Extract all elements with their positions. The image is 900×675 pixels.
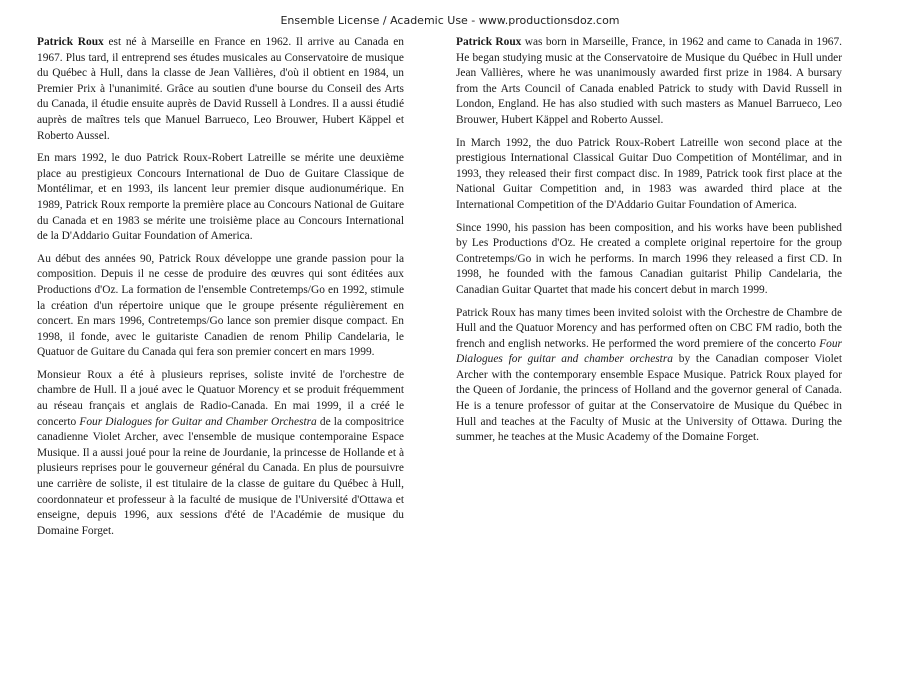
concerto-title: Four Dialogues for guitar and chamber orchestra	[456, 337, 842, 366]
english-p4-text-a: Patrick Roux has many times been invited soloist with the Orchestre de Chambre de Hull and the Quatuor Morency and has performed often on CBC FM radio, both the french and english networks. He performed the word premiere of the concerto	[456, 306, 842, 350]
french-p1-text: est né à Marseille en France en 1962. Il arrive au Canada en 1967. Plus tard, il entreprend ses études musicales au Conservatoire de musique du Québec à Hull, dans la classe de Jean Vallières, d'où il obtient en 1984, un Premier Prix à l'unanimité. Grâce au soutien d'une bourse du Conseil des Arts du Canada, il étudie ensuite auprès de David Russell à Londres. Il a aussi étudié auprès de maîtres tels que Manuel Barrueco, Leo Brouwer, Hubert Käppel et Roberto Aussel.	[37, 36, 405, 142]
english-paragraph-1	[456, 35, 842, 129]
french-paragraph-1	[37, 35, 404, 144]
artist-name: Patrick Roux	[37, 36, 104, 48]
concerto-title: Four Dialogues for Guitar and Chamber Orchestra	[79, 415, 317, 428]
french-p4-text-a: Monsieur Roux a été à plusieurs reprises, soliste invité de l'orchestre de chambre de Hull. Il a joué avec le Quatuor Morency et se produit fréquemment au réseau français et anglais de Radio-Canada. En mai 1999, il a créé le concerto	[37, 368, 404, 428]
english-column	[456, 35, 842, 453]
english-paragraph-4	[456, 306, 842, 446]
english-p4-text-b: by the Canadian composer Violet Archer with the contemporary ensemble Espace Musique. Patrick Roux played for the Queen of Jordanie, the princess of Holland and the governor general of Canada. He is a tenure professor of guitar at the Conservatoire de Musique du Québec in Hull and teaches at the Faculty of Music at the University of Ottawa. During the summer, he teaches at the Music Academy of the Domaine Forget.	[456, 353, 842, 444]
french-paragraph-3: Au début des années 90, Patrick Roux développe une grande passion pour la composition. Depuis il ne cesse de produire des œuvres qui sont éditées aux Productions d'Oz. La formation de l'ensemble Contretemps/Go en 1992, stimule la création d'un répertoire unique que le groupe présente régulièrement en concert. En mars 1996, Contretemps/Go lance son premier disque compact. En 1998, il fonde, avec le guitariste Canadien de renom Philip Candelaria, le Quatuor de Guitare du Canada qui fera son premier concert en mars 1999.	[37, 252, 404, 359]
english-paragraph-2: In March 1992, the duo Patrick Roux-Robert Latreille won second place at the prestigious International Classical Guitar Duo Competition of Montélimar, and in 1993, they released their first compact disc. In 1989, Patrick took first place at the National Guitar Competition and, in 1983 was awarded third place at the International Competition of the D'Addario Guitar Foundation of America.	[456, 136, 842, 211]
french-column	[37, 35, 404, 546]
license-header: Ensemble License / Academic Use - www.productionsdoz.com	[280, 14, 620, 27]
french-p4-text-b: de la compositrice canadienne Violet Archer, avec l'ensemble de musique contemporaine Espace Musique. Il a aussi joué pour la reine de Jourdanie, la princesse de Hollande et à plusieurs reprises pour le gouverneur général du Canada. En plus de poursuivre une carrière de soliste, il est titulaire de la classe de guitare du Québec à Hull, coordonnateur et professeur à la faculté de musique de l'Université d'Ottawa et enseigne, depuis 1996, aux sessions d'été de l'Académie de musique du Domaine Forget.	[37, 415, 404, 537]
english-p1-text: was born in Marseille, France, in 1962 and came to Canada in 1967. He began studying music at the Conservatoire de Musique du Québec in Hull under Jean Vallières, where he was unanimously awarded first prize in 1984. A bursary from the Arts Council of Canada enabled Patrick to study with David Russell in London, England. He has also studied with such masters as Manuel Barrueco, Leo Brouwer, Hubert Käppel and Roberto Aussel.	[456, 36, 843, 126]
french-paragraph-2: En mars 1992, le duo Patrick Roux-Robert Latreille se mérite une deuxième place au prestigieux Concours International de Duo de Guitare Classique de Montélimar, et en 1993, ils lancent leur premier disque audionumérique. En 1989, Patrick Roux remporte la première place au Concours National de Guitare du Canada et en 1983 se mérite une troisième place au Concours International de la D'Addario Guitar Foundation of America.	[37, 152, 404, 243]
french-paragraph-4	[37, 368, 404, 540]
english-paragraph-3: Since 1990, his passion has been composition, and his works have been published by Les Productions d'Oz. He created a complete original repertoire for the group Contretemps/Go in wich he performs. In march 1996 they released a first CD. In 1998, he founded with the famous Canadian guitarist Philip Candelaria, the Canadian Guitar Quartet that made his concert debut in march 1999.	[456, 221, 842, 296]
artist-name: Patrick Roux	[456, 36, 522, 48]
